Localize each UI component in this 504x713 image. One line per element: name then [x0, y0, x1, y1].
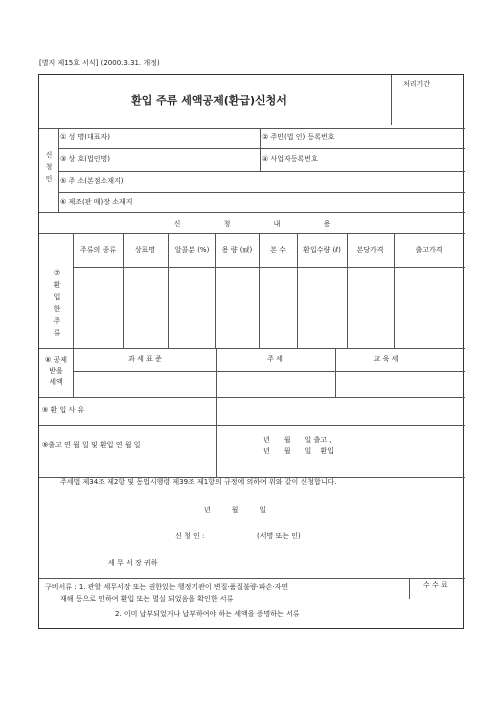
application-form	[38, 74, 464, 629]
col-unit-price: 본당가격	[356, 246, 384, 254]
col-bottle-count: 본 수	[270, 246, 286, 254]
required-docs-line1: 구비서류 : 1. 관할 세무서장 또는 권한있는 행정기관이 변질·품질불량·파손·자연	[45, 583, 289, 591]
content-header-char: 내	[273, 220, 281, 228]
processing-box-divider	[391, 75, 392, 125]
divider	[58, 171, 465, 172]
divider	[58, 148, 465, 149]
col-volume: 용 량 (㎖)	[221, 246, 253, 254]
col-shipment-price: 출고가격	[415, 246, 443, 254]
applicant-side-label: 신 청 인	[45, 151, 53, 183]
col-return-qty: 환입수량 (ℓ)	[303, 246, 341, 254]
col-liquor-tax: 주 세	[267, 355, 283, 363]
divider	[394, 233, 395, 348]
divider	[58, 192, 465, 193]
divider	[39, 425, 465, 426]
biz-reg-no-field-label: ④ 사업자등록번호	[262, 155, 318, 163]
col-brand: 상표명	[134, 246, 156, 254]
content-header-char: 신	[173, 220, 181, 228]
divider	[123, 233, 124, 348]
required-docs-line1-cont: 재해 등으로 인하여 환입 또는 멸실 되었음을 확인한 서류	[60, 595, 234, 603]
divider	[39, 397, 465, 398]
processing-period-label: 처리기간	[403, 80, 431, 88]
divider	[73, 233, 74, 348]
divider	[216, 348, 217, 397]
content-header-char: 용	[323, 220, 331, 228]
declaration-statement: 주세법 제34조 제2항 및 동법시행령 제39조 제1항의 규정에 의하여 위와 같이 신청합니다.	[60, 478, 337, 486]
divider	[409, 578, 410, 599]
sign-note: (서명 또는 인)	[257, 532, 301, 540]
trade-name-field-label: ③ 상 호(법인명)	[60, 155, 110, 163]
divider	[260, 128, 261, 171]
divider	[73, 267, 465, 268]
resident-no-field-label: ② 주민(법 인) 등록번호	[262, 133, 335, 141]
form-title: 환입 주류 세액공제(환급)신청서	[131, 94, 287, 107]
divider	[297, 233, 298, 348]
divider	[39, 348, 465, 349]
factory-location-field-label: ⑥ 제조(판 매)장 소재지	[60, 198, 133, 206]
fee-label: 수 수 료	[423, 581, 448, 589]
divider	[215, 233, 216, 348]
divider	[335, 348, 336, 397]
address-field-label: ⑤ 주 소(본점소재지)	[60, 177, 124, 185]
shipment-date-line: 년 월 일 출고 ,	[263, 436, 332, 444]
col-tax-base: 과 세 표 준	[128, 355, 162, 363]
divider	[259, 233, 260, 348]
required-docs-line2: 2. 이미 납부되었거나 납부하여야 하는 세액을 증명하는 서류	[115, 610, 300, 618]
divider	[168, 233, 169, 348]
divider	[73, 371, 465, 372]
divider	[216, 397, 217, 477]
col-liquor-type: 주류의 종류	[79, 246, 117, 254]
divider	[39, 128, 465, 129]
content-header-char: 청	[223, 220, 231, 228]
divider	[58, 128, 59, 212]
return-date-line: 년 월 일 환입	[263, 447, 335, 455]
name-field-label: ① 성 명(대표자)	[60, 133, 110, 141]
divider	[347, 233, 348, 348]
return-reason-label: ⑨ 환 입 사 유	[42, 406, 85, 414]
divider	[39, 578, 465, 579]
divider	[73, 348, 74, 397]
col-education-tax: 교 육 세	[373, 355, 399, 363]
tax-side-label: ⑧ 공제 받을 세액	[44, 356, 68, 386]
declaration-date: 년 월 일	[203, 506, 267, 514]
addressee: 세 무 서 장 귀하	[108, 559, 158, 567]
applicant-sign-label: 신 청 인 :	[175, 532, 205, 540]
form-reference: [별지 제15호 서식] (2000.3.31. 개정)	[39, 59, 160, 67]
dates-label: ⑨출고 연 월 일 및 환입 연 월 일	[42, 441, 141, 449]
liquor-side-label: ⑦ 환 입 한 주 류	[53, 269, 61, 337]
divider	[39, 233, 465, 234]
divider	[39, 212, 465, 213]
col-alcohol: 알콜분 (%)	[174, 246, 210, 254]
